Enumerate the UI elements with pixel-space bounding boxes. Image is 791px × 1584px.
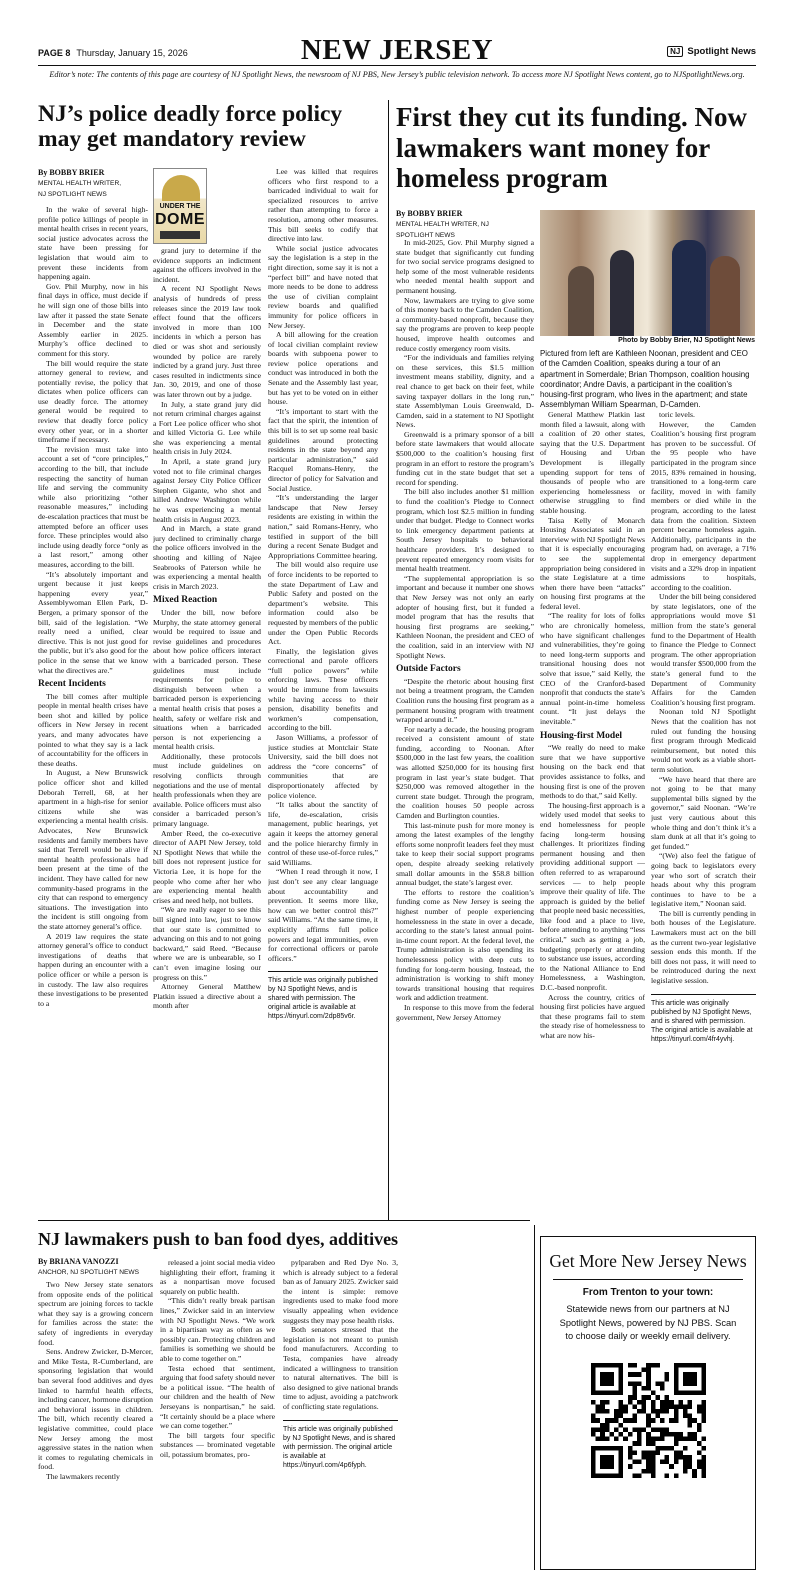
story1-author-role: MENTAL HEALTH WRITER,	[38, 180, 122, 187]
story1-col3-paras	[268, 167, 378, 963]
story2-col1b-paras	[396, 677, 534, 1022]
story1-column-3	[268, 167, 378, 1220]
story3-divider	[534, 1225, 535, 1570]
page-number: PAGE 8	[38, 48, 71, 58]
story1-col1b-paras	[38, 692, 148, 1009]
paragraph: Across the country, critics of housing first policies have argued that these programs fail to stem the steady rise of homelessness to what are now his-	[540, 992, 645, 1040]
paragraph: Sens. Andrew Zwicker, D-Mercer, and Mike Testa, R-Cumberland, are sponsoring legislation that would ban several food additives and dyes linked to harmful health effects, including cancer, hormone disruption and behavioral issues in children. The bill, which recently cleared a legislative committee, could place New Jersey among the most aggressive states in the nation when it comes to regulating chemicals in food.	[38, 1347, 153, 1472]
story1-headline: NJ’s police deadly force policy may get mandatory review	[38, 101, 343, 152]
brand-name: Spotlight News	[687, 46, 756, 57]
promo-title: Get More New Jersey News	[549, 1251, 747, 1271]
story2-col2-paras	[540, 410, 645, 727]
logo-text-big: DOME	[155, 211, 205, 228]
paragraph: The revision must take into account a set of “core principles,” according to the bill, that include respecting the sanctity of human life and serving the community while also prioritizing “other reasonable measures,” including de-escalation practices that must be attempted before an officer uses force. These principles would also include using deadly force “only as a last resort,” among other measures, according to the bill.	[38, 444, 148, 569]
story3-author-role: ANCHOR, NJ SPOTLIGHT NEWS	[38, 1269, 139, 1276]
story1-byline	[38, 167, 150, 200]
paragraph: Finally, the legislation gives correctional and parole officers “full police powers” while enforcing laws. These officers would be immune from lawsuits while having access to their pension, disability benefits and workmen’s compensation, according to the bill.	[268, 646, 378, 733]
issue-date: Thursday, January 15, 2026	[76, 48, 188, 58]
paragraph: “Despite the rhetoric about housing first not being a treatment program, the Camden Coalition runs the housing first program as a permanent housing program with treatment wrapped around it.”	[396, 676, 534, 725]
paragraph: Now, lawmakers are trying to give some of this money back to the Camden Coalition, a community-based nonprofit, because they say the programs are proven to keep people housed, improve health outcomes and reduce costly emergency room visits.	[396, 295, 534, 353]
story2-column-1	[396, 238, 534, 1568]
paragraph: Amber Reed, the co-executive director of AAPI New Jersey, told NJ Spotlight News that while the bill does not represent justice for Victoria Lee, it is hope for the people who come after her who are experiencing mental health crises and need help, not bullets.	[153, 828, 261, 905]
story3-credit: This article was originally published by NJ Spotlight News, and is shared with permission. The original article is available at https://tinyurl.com/4p6fyph.	[283, 1420, 398, 1470]
story2-column-3	[651, 410, 756, 1225]
paragraph: pylparaben and Red Dye No. 3, which is already subject to a federal ban as of January 2025. Zwicker said the intent is simple: remove ingredients used to make food more visually appealing when evidence suggests they may pose health risks.	[283, 1258, 398, 1325]
paragraph: Both senators stressed that the legislation is not meant to punish food manufacturers. According to Testa, companies have already indicated a willingness to transition to natural alternatives. The bill is also designed to give national brands time to adjust, avoiding a patchwork of conflicting state regulations.	[283, 1325, 398, 1411]
paragraph: “This didn’t really break partisan lines,” Zwicker said in an interview with NJ Spotlight News. “We work in a bipartisan way as often as we possibly can. Protecting children and families is something we should be able to come together on.”	[160, 1296, 275, 1363]
paragraph: grand jury to determine if the evidence supports an indictment against the officers involved in the incident.	[153, 246, 261, 284]
paragraph: “It’s understanding the larger landscape that New Jersey residents are existing in within the nation,” said Romans-Henry, who testified in support of the bill during a recent Senate Budget and Appropriations Committee hearing.	[268, 493, 378, 560]
story2-author: By BOBBY BRIER	[396, 209, 463, 218]
story1-column-1	[38, 205, 148, 1220]
editor-note: Editor’s note: The contents of this page are courtesy of NJ Spotlight News, the newsroom of NJ PBS, New Jersey’s public television network. To access more NJ Spotlight News content, go to NJSpotlightNews.org.	[49, 70, 745, 79]
section-title: NEW JERSEY	[300, 34, 494, 66]
paragraph: And in March, a state grand jury declined to criminally charge the police officers involved in the shooting and killing of Najee Seabrooks of Paterson while he was experiencing a mental health crisis in March 2023.	[153, 524, 261, 591]
paragraph: The housing-first approach is a widely used model that seeks to end homelessness for people facing long-term housing challenges. It prioritizes finding permanent housing and then providing additional support — often referred to as wraparound services — to help people improve their quality of life. The approach is guided by the belief that people need basic necessities, like food and a place to live, before attending to anything “less critical,” such as getting a job, budgeting properly or attending to substance use issues, according to the National Alliance to End Homelessness, a Washington, D.C.-based nonprofit.	[540, 800, 645, 993]
photo-caption: Pictured from left are Kathleen Noonan, president and CEO of the Camden Coalition, speaks during a tour of an apartment in Somerdale; Brian Thompson, coalition housing coordinator; Andre Davis, a participant in the coalition’s housing-first program, who lives in the apartment; and state Assemblyman William Spearman, D-Camden.	[540, 349, 750, 410]
story2-author-role: MENTAL HEALTH WRITER, NJ	[396, 221, 489, 228]
paragraph: In mid-2025, Gov. Phil Murphy signed a state budget that significantly cut funding for two social service programs designed to help some of the most vulnerable residents who needed mental health support and permanent housing.	[396, 238, 534, 295]
paragraph: The bill comes after multiple people in mental health crises have been shot and killed by police officers in New Jersey in recent years, and many advocates have pointed to what they say is a lack of accountability for the officers in these deaths.	[38, 691, 148, 768]
story1-col1-paras	[38, 205, 148, 675]
paragraph: The bill also includes another $1 million to fund the coalition’s Pledge to Connect program, which lost $2.5 million in funding under that budget. Pledge to Connect works to link emergency department patients at South Jersey hospitals to behavioral healthcare providers. It’s designed to prevent repeated emergency room visits for mental health treatment.	[396, 487, 534, 574]
story3-column-2	[160, 1258, 275, 1570]
paragraph: Attorney General Matthew Platkin issued a directive about a month after	[153, 982, 261, 1011]
paragraph: Jason Williams, a professor of justice studies at Montclair State University, said the bill does not address the “core concerns” of communities that are disproportionately affected by police violence.	[268, 733, 378, 800]
paragraph: The bill targets four specific substances — brominated vegetable oil, potassium bromates, pro-	[160, 1430, 275, 1459]
logo-bar	[160, 231, 200, 239]
paragraph: For nearly a decade, the housing program received a consistent amount of state funding, according to Noonan. After $500,000 in the last few years, the coalition was allotted $250,000 for its housing first program in last year’s state budget. That $250,000 was removed altogether in the current state budget. Through the program, the coalition houses 50 people across Camden and Burlington counties.	[396, 724, 534, 821]
paragraph: However, the Camden Coalition’s housing first program has proven to be successful. Of the 95 people who have participated in the program since 2015, 83% remained in housing, transitioned to a long-term care facility, moved in with family members or died while in the program, according to the latest data from the coalition. Sixteen percent became homeless again. Additionally, participants in the program had, on average, a 71% drop in emergency department visits and a 32% drop in inpatient admissions to hospitals, according to the coalition.	[651, 419, 756, 592]
paragraph: Noonan told NJ Spotlight News that the coalition has not ruled out funding the housing first program through Medicaid reimbursement, but noted this would not work as a viable short-term solution.	[651, 707, 756, 774]
promo-subtitle: From Trenton to your town:	[582, 1287, 714, 1298]
qr-code[interactable]	[591, 1363, 706, 1478]
story3-byline	[38, 1256, 153, 1278]
paragraph: The lawmakers recently	[46, 1471, 120, 1481]
paragraph: Under the bill, now before Murphy, the state attorney general would be required to issue and revise guidelines and procedures about how police officers interact with a barricaded person. These guidelines must include requirements for police to distinguish between when a barricaded person is experiencing a mental health crisis that poses a health, safety or welfare risk and situations when a barricaded person is not experiencing a mental health crisis.	[153, 607, 261, 752]
story3-col2-paras	[160, 1258, 275, 1459]
story2-photo	[540, 210, 755, 336]
paragraph: The bill is currently pending in both houses of the Legislature. Lawmakers must act on the bill as the current two-year legislative session ends this month. If the bill does not pass, it will need to be reintroduced during the next legislative session.	[651, 908, 756, 986]
paragraph: “It’s important to start with the fact that the spirit, the intention of this bill is to set up some real basic guidelines around protecting residents in the state beyond any particular administration,” said Racquel Romans-Henry, the director of policy for Salvation and Social Justice.	[268, 406, 378, 493]
under-the-dome-logo	[153, 168, 207, 244]
dome-icon	[162, 175, 200, 201]
story2-byline	[396, 208, 536, 241]
paragraph: released a joint social media video highlighting their effort, framing it as a nonpartisan move focused squarely on public health.	[160, 1258, 275, 1296]
column-divider	[388, 100, 389, 1220]
photo-credit: Photo by Bobby Brier, NJ Spotlight News	[618, 337, 755, 344]
brand-mark: NJ	[667, 46, 683, 57]
paragraph: Greenwald is a primary sponsor of a bill before state lawmakers that would allocate $500,000 to the coalition’s housing first program in an effort to restore the program’s funding cut in the state budget that set a record for spending.	[396, 429, 534, 487]
story3-column-3	[283, 1258, 398, 1570]
story1-credit: This article was originally published by NJ Spotlight News, and is shared with permission. The original article is available at https://tinyurl.com/2dp85v6r.	[268, 971, 378, 1021]
subhead-mixed-reaction: Mixed Reaction	[153, 595, 218, 606]
story1-author-outlet: NJ SPOTLIGHT NEWS	[38, 191, 107, 198]
page-header	[38, 34, 756, 66]
paragraph: In August, a New Brunswick police officer shot and killed Deborah Terrell, 68, at her apartment in a high-rise for senior citizens while she was experiencing a mental health crisis. Advocates, New Brunswick residents and family members have said that Terrell would be alive if mental health professionals had been present at the time of the incident. They have called for new community-based programs in the city that can respond to emergency situations. The investigation into the incident is still ongoing from the state attorney general’s office.	[38, 768, 148, 931]
newsletter-promo	[540, 1236, 756, 1570]
paragraph: “We are really eager to see this bill signed into law, just to know that our state is committed to advancing on this and to not going backward,” said Reed. “Because where we are is unbearable, so I can’t even imagine losing our progress on this.”	[153, 905, 261, 982]
paragraph: “For the individuals and families relying on these services, this $1.5 million investment means stability, dignity, and a real chance to get back on their feet, while saving taxpayer dollars in the long run,” state Assemblyman Louis Greenwald, D-Camden, said in a statement to NJ Spotlight News.	[396, 353, 534, 430]
logo-text-small: UNDER THE	[159, 203, 201, 210]
story1-column-2	[153, 246, 261, 1220]
paragraph: General Matthew Platkin last month filed a lawsuit, along with a coalition of 20 other states, saying that the U.S. Department of Housing and Urban Development is illegally upending support for tens of thousands of people who are experiencing homelessness or otherwise struggling to find stable housing.	[540, 410, 645, 515]
story2-col3-paras	[651, 410, 756, 986]
paragraph: In the wake of several high-profile police killings of people in mental health crises in recent years, social justice advocates across the state have been pressing for legislation that would aim to prevent these incidents from happening again.	[38, 205, 148, 282]
story2-col1-paras	[396, 238, 534, 660]
paragraph: Additionally, these protocols must include guidelines on resolving conflicts through negotiations and the use of mental health professionals when they are available. Police officers must also consider a barricaded person’s primary language.	[153, 751, 261, 829]
paragraph: The bill would require the state attorney general to review, and potentially revise, the policy that dictates when police officers can use deadly force. The attorney general would be required to review that deadly force policy every other year, or in a shorter timeframe if necessary.	[38, 358, 148, 445]
paragraph: In April, a state grand jury voted not to file criminal charges against Jersey City Police Officer Stephen Gigante, who shot and killed Andrew Washington while he was experiencing a mental health crisis in August 2023.	[153, 457, 261, 524]
story2-col2b-paras	[540, 743, 645, 1040]
paragraph: While social justice advocates say the legislation is a step in the right direction, some say it is not a “perfect bill” and have noted that more needs to be done to address the use of civilian complaint review boards and qualified immunity for police officers in New Jersey.	[268, 243, 378, 330]
story2-column-2	[540, 410, 645, 1225]
brand-logo	[667, 46, 756, 57]
paragraph: Taisa Kelly of Monarch Housing Associates said in an interview with NJ Spotlight News that it is especially encouraging to see the supplemental appropriation being considered in the state Legislature at a time when there have been “attacks” on housing first programs at the federal level.	[540, 515, 645, 611]
paragraph: “It’s absolutely important and urgent because it just keeps happening every year,” Assemblywoman Ellen Park, D-Bergen, a primary sponsor of the bill, said of the legislation. “We really need a unified, clear directive. This is not just good for the public, but it’s also good for the police in the sense that we know what the directives are.”	[38, 569, 148, 675]
paragraph: Lee was killed that requires officers who first respond to a barricaded individual to wait for specialized resources to arrive rather than attempting to force a resolution, among other measures. This bill seeks to codify that directive into law.	[268, 167, 378, 244]
paragraph: Testa echoed that sentiment, arguing that food safety should never be a political issue. “The health of our children and the health of New Jerseyans is nonpartisan,” he said. “It certainly should be a place where we can come together.”	[160, 1363, 275, 1431]
story3-column-1	[38, 1280, 153, 1570]
paragraph: “It talks about the sanctity of life, de-escalation, crisis management, public hearings, yet again it keeps the attorney general and the police hierarchy firmly in control of these use-of-force rules,” said Williams.	[268, 800, 378, 867]
paragraph: Under the bill being considered by state legislators, one of the appropriations would move $1 million from the state’s general fund to the Department of Health to finance the Pledge to Connect program. The other appropriation would transfer $500,000 from the state’s general fund to the Department of Community Affairs for the Camden Coalition’s housing first program.	[651, 592, 756, 707]
paragraph: In July, a state grand jury did not return criminal charges against a Fort Lee police officer who shot and killed Victoria G. Lee while she was experiencing a mental health crisis in July 2024.	[153, 399, 261, 457]
subhead-housing-first: Housing-first Model	[540, 730, 623, 741]
story3-col3-paras	[283, 1258, 398, 1412]
subhead-outside-factors: Outside Factors	[396, 664, 461, 675]
story3-headline: NJ lawmakers push to ban food dyes, additives	[38, 1229, 399, 1249]
paragraph: toric levels.	[659, 410, 695, 419]
story2-headline: First they cut its funding. Now lawmakers want money for homeless program	[396, 102, 748, 193]
paragraph: “We have heard that there are not going to be that many supplemental bills signed by the governor,” said Noonan. “We’re just very cautious about this whole thing and don’t think it’s a slam dunk at all that it’s going to get funded.”	[651, 774, 756, 851]
story1-author: By BOBBY BRIER	[38, 168, 105, 177]
paragraph: “When I read through it now, I just don’t see any clear language about accountability and prevention. It seems more like, how can we better control this?” said Williams. “At the same time, it explicitly affirms full police powers and legal immunities, even for correctional officers or parole officers.”	[268, 867, 378, 963]
promo-rule	[553, 1279, 743, 1280]
paragraph: A 2019 law requires the state attorney general’s office to conduct investigations of deaths that happen during an encounter with a police officer or while a person is in custody. The law also requires these investigations to be presented to a	[38, 931, 148, 1008]
paragraph: The bill would also require use of force incidents to be reported to the state Department of Law and Public Safety and posted on the department’s website. This information could also be requested by members of the public under the Open Public Records Act.	[268, 560, 378, 647]
paragraph: Gov. Phil Murphy, now in his final days in office, must decide if he will sign one of those bills into law after it passed the state Senate in December and the state Assembly earlier in 2025. Murphy’s office declined to comment for this story.	[38, 281, 148, 358]
paragraph: “The supplemental appropriation is so important and because it number one shows that New Jersey was not only an early adopter of housing first, but it funded a model program that has the results that housing first programs are seeking,” Kathleen Noonan, the president and CEO of the coalition, said in an interview with NJ Spotlight News.	[396, 573, 534, 660]
story2-author-outlet: SPOTLIGHT NEWS	[396, 232, 455, 239]
story1-col2-paras	[153, 246, 261, 591]
story3-author: By BRIANA VANOZZI	[38, 1257, 119, 1266]
paragraph: Two New Jersey state senators from opposite ends of the political spectrum are joining forces to tackle what they say is a growing concern for families across the state: the safety of ingredients in everyday food.	[38, 1280, 153, 1347]
paragraph: This last-minute push for more money is among the latest examples of the lengthy efforts some nonprofit leaders feel they must take to keep their social support programs open, despite already seeking relatively small dollar amounts in the $58.8 billion annual budget, the state’s largest ever.	[396, 820, 534, 888]
paragraph: In response to this move from the federal government, New Jersey Attorney	[396, 1002, 534, 1022]
promo-body: Statewide news from our partners at NJ Spotlight News, powered by NJ PBS. Scan to choose daily or weekly email delivery.	[559, 1304, 737, 1341]
paragraph: The efforts to restore the coalition’s funding come as New Jersey is seeing the highest number of people experiencing homelessness in the state in over a decade, according to the state’s latest annual point-in-time count report. At the federal level, the Trump administration is also upending its homelessness policy with deep cuts to funding for long-term housing. Instead, the administration is working to shift money towards transitional housing that requires work and addiction treatment.	[396, 887, 534, 1003]
story3-col1-paras	[38, 1280, 153, 1481]
story2-credit: This article was originally published by NJ Spotlight News, and is shared with permission. The original article is available at https://tinyurl.com/4fr4yvhj.	[651, 994, 756, 1044]
paragraph: “The reality for lots of folks who are chronically homeless, who have significant challenges and vulnerabilities, they’re going to need long-term supports and transitional housing does not solve that issue,” said Kelly, the CEO of the Cranford-based nonprofit that conducts the state’s annual point-in-time homeless count. “It just delays the inevitable.”	[540, 611, 645, 726]
paragraph: “(We) also feel the fatigue of going back to legislators every year who sort of scratch their heads about why this program continues to have to be a legislative item,” Noonan said.	[651, 851, 756, 909]
paragraph: A recent NJ Spotlight News analysis of hundreds of press releases since the 2019 law took effect found that the officers involved in more than 100 incidents in which a person has died or was shot and seriously wounded by police are rarely indicted by a grand jury. Just three cases resulted in indictments since Jan. 30, 2019, and one of those was later thrown out by a judge.	[153, 284, 261, 399]
subhead-recent-incidents: Recent Incidents	[38, 679, 106, 690]
story3-top-rule	[38, 1220, 530, 1221]
paragraph: A bill allowing for the creation of local civilian complaint review boards with subpoena power to review police operations and conduct was introduced in both the Senate and the Assembly last year, but has yet to be voted on in either house.	[268, 330, 378, 407]
paragraph: “We really do need to make sure that we have supportive housing on the back end that provides assistance to folks, and housing first is one of the proven methods to do that,” said Kelly.	[540, 743, 645, 801]
story1-col2b-paras	[153, 608, 261, 1011]
